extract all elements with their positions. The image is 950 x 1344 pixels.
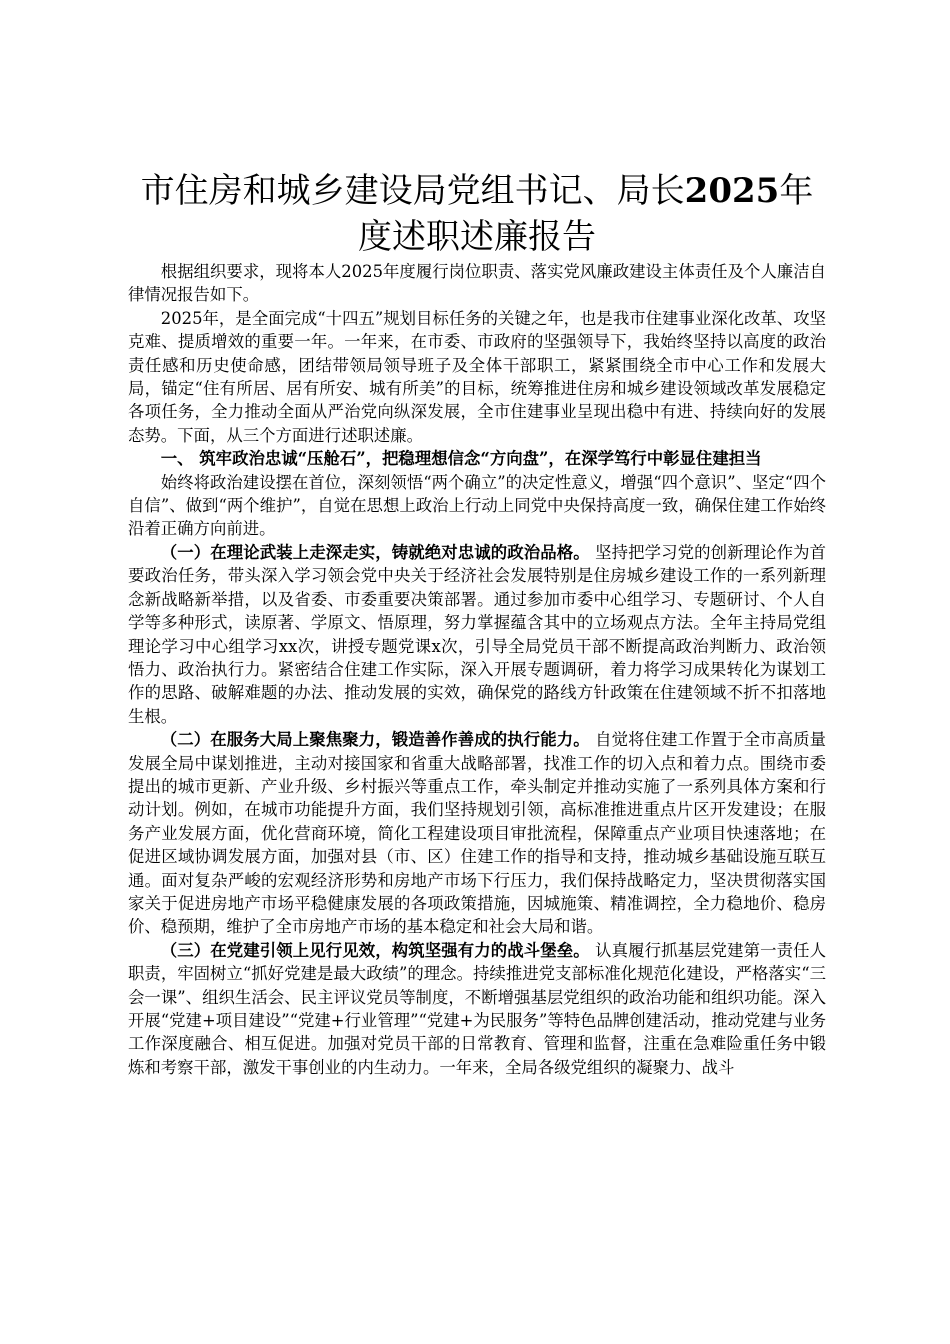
document-body: [128, 260, 826, 1079]
document-title: [128, 168, 826, 260]
document-page: [128, 168, 826, 1079]
title-part1: 市住房和城乡建设局党组书记、局长: [140, 171, 685, 211]
section1-item-3: [128, 939, 826, 1079]
intro-paragraph: 根据组织要求，现将本人2025年度履行岗位职责、落实党风廉政建设主体责任及个人廉洁自律情况报告如下。: [128, 262, 826, 305]
section1-item-1: [128, 541, 826, 728]
section1-heading: 一、 筑牢政治忠诚“压舱石”，把稳理想信念“方向盘”，在深学笃行中彰显住建担当: [160, 449, 762, 469]
item-3-heading: （三）在党建引领上见行见效，构筑坚强有力的战斗堡垒。: [160, 940, 590, 960]
item-3-text: 认真履行抓基层党建第一责任人职责，牢固树立“抓好党建是最大政绩”的理念。持续推进党支部标准化规范化建设，严格落实“三会一课”、组织生活会、民主评议党员等制度，不断增强基层党组织的政治功能和组织功能。深入开展“党建+项目建设”“党建+行业管理”“党建+为民服务”等特色品牌创建活动，推动党建与业务工作深度融合、相互促进。加强对党员干部的日常教育、管理和监督，注重在急难险重任务中锻炼和考察干部，激发干事创业的内生动力。一年来，全局各级党组织的凝聚力、战斗: [128, 940, 827, 1077]
section1-item-2: [128, 728, 826, 939]
item-1-heading: （一）在理论武装上走深走实，铸就绝对忠诚的政治品格。: [160, 542, 590, 562]
item-2-text: 自觉将住建工作置于全市高质量发展全局中谋划推进，主动对接国家和省重大战略部署，找准工作的切入点和着力点。围绕市委提出的城市更新、产业升级、乡村振兴等重点工作，牵头制定并推动实施了一系列具体方案和行动计划。例如，在城市功能提升方面，我们坚持规划引领，高标准推进重点片区开发建设；在服务产业发展方面，优化营商环境，简化工程建设项目审批流程，保障重点产业项目快速落地；在促进区域协调发展方面，加强对县（市、区）住建工作的指导和支持，推动城乡基础设施互联互通。面对复杂严峻的宏观经济形势和房地产市场下行压力，我们保持战略定力，坚决贯彻落实国家关于促进房地产市场平稳健康发展的各项政策措施，因城施策、精准调控，全力稳地价、稳房价、稳预期，维护了全市房地产市场的基本稳定和社会大局和谐。: [128, 730, 827, 937]
item-2-heading: （二）在服务大局上聚焦聚力，锻造善作善成的执行能力。: [160, 730, 590, 750]
section1-intro: 始终将政治建设摆在首位，深刻领悟“两个确立”的决定性意义，增强“四个意识”、坚定“四个自信”、做到“两个维护”，自觉在思想上政治上行动上同党中央保持高度一致，确保住建工作始终沿着正确方向前进。: [128, 472, 826, 539]
item-1-text: 坚持把学习党的创新理论作为首要政治任务，带头深入学习领会党中央关于经济社会发展特别是住房城乡建设工作的一系列新理念新战略新举措，以及省委、市委重要决策部署。通过参加市委中心组学习、专题研讨、个人自学等多种形式，读原著、学原文、悟原理，努力掌握蕴含其中的立场观点方法。全年主持局党组理论学习中心组学习xx次，讲授专题党课x次，引导全局党员干部不断提高政治判断力、政治领悟力、政治执行力。紧密结合住建工作实际，深入开展专题调研，着力将学习成果转化为谋划工作的思路、破解难题的办法、推动发展的实效，确保党的路线方针政策在住建领域不折不扣落地生根。: [128, 542, 827, 726]
title-year: 2025: [684, 171, 780, 211]
overview-paragraph: 2025年，是全面完成“十四五”规划目标任务的关键之年，也是我市住建事业深化改革、攻坚克难、提质增效的重要一年。一年来，在市委、市政府的坚强领导下，我始终坚持以高度的政治责任感和历史使命感，团结带领局领导班子及全体干部职工，紧紧围绕全市中心工作和发展大局，锚定“住有所居、居有所安、城有所美”的目标，统筹推进住房和城乡建设领域改革发展稳定各项任务，全力推动全面从严治党向纵深发展，全市住建事业呈现出稳中有进、持续向好的发展态势。下面，从三个方面进行述职述廉。: [128, 308, 826, 445]
title-part2: 年度述职述廉报告: [358, 171, 814, 257]
